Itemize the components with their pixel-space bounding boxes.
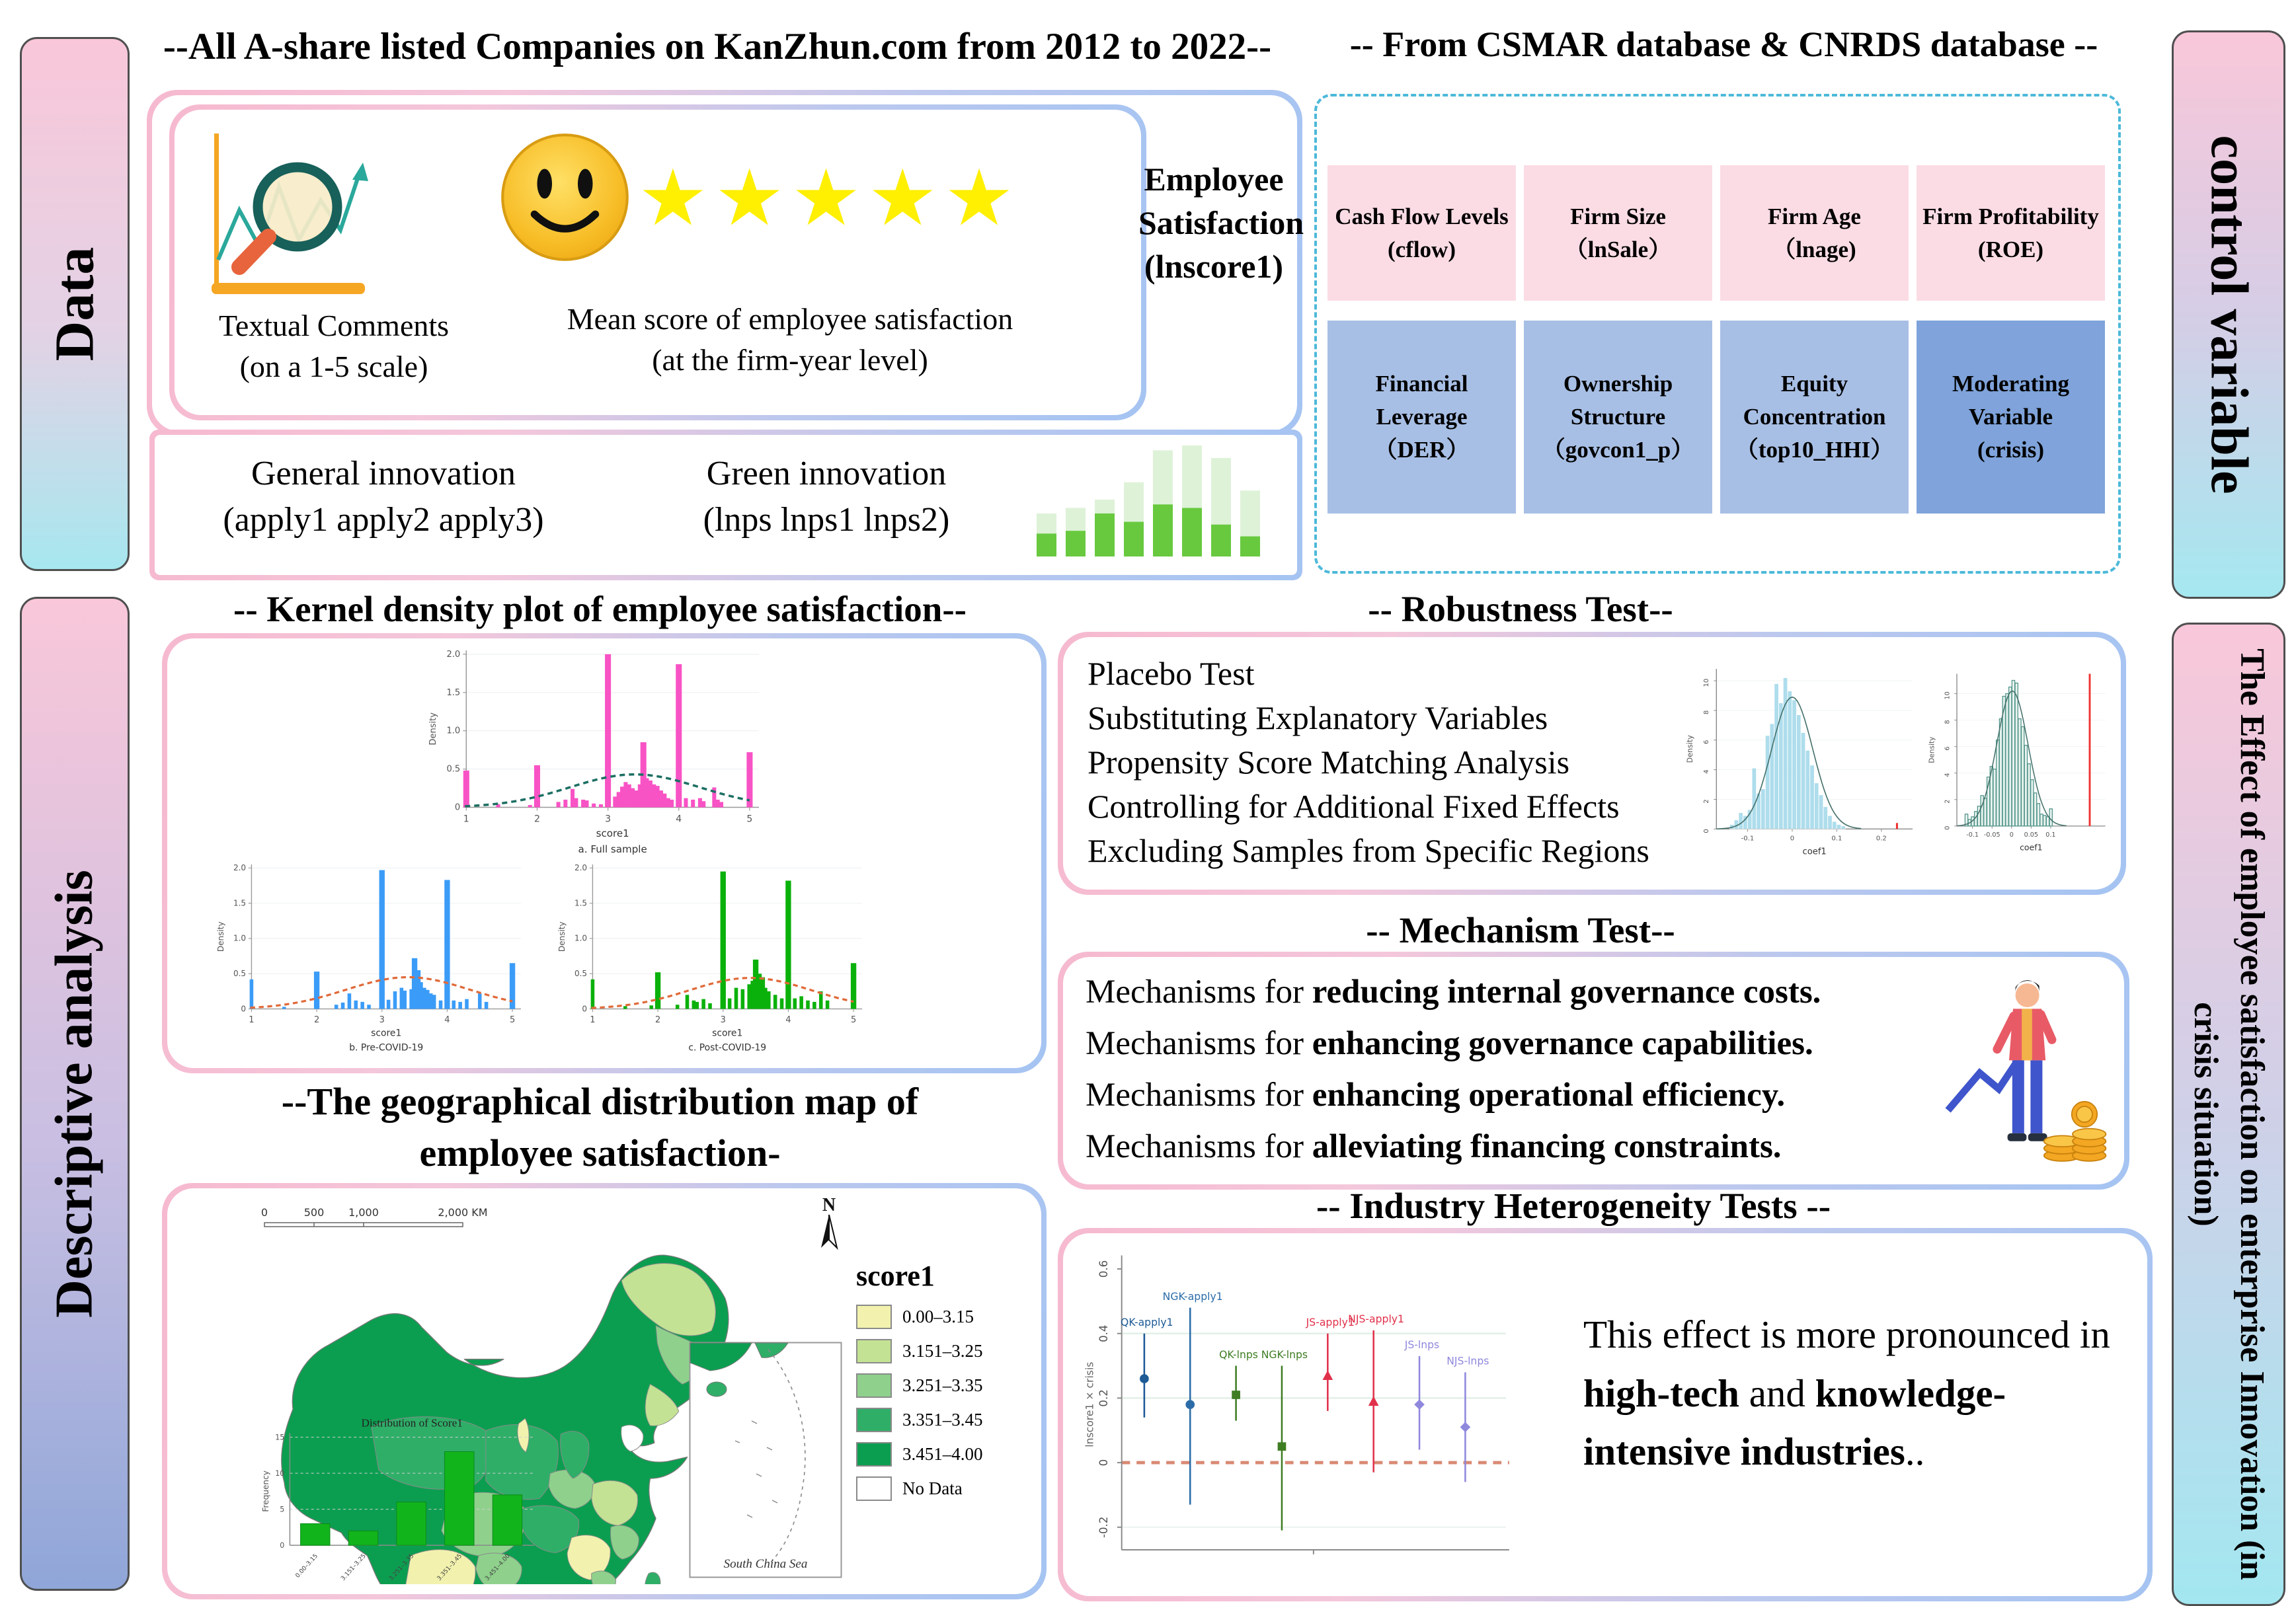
svg-text:Density: Density [1928,736,1936,763]
title-mechanism: -- Mechanism Test-- [1366,910,1675,950]
green-innovation-line1: Green innovation [706,455,947,492]
placebo-histogram-1 [1682,661,1924,876]
svg-text:1.5: 1.5 [574,898,588,908]
legend-row: 0.00–3.15 [856,1305,1025,1329]
banner-descriptive-analysis [20,597,130,1591]
smiley-face-icon [497,130,633,265]
svg-text:10: 10 [1703,678,1711,687]
banner-control-variable [2172,30,2285,599]
mean-score-caption [456,299,1124,381]
svg-text:6: 6 [1944,746,1952,751]
general-innovation-line2: (apply1 apply2 apply3) [223,501,544,539]
mechanism-item: Mechanisms for reducing internal governance costs. [1086,974,1821,1011]
svg-text:0: 0 [1703,829,1711,833]
textual-comments-line2: (on a 1-5 scale) [239,350,428,384]
robustness-item: Substituting Explanatory Variables [1088,699,1548,736]
legend-row: 3.351–3.45 [856,1408,1025,1432]
svg-text:2: 2 [534,814,540,825]
mechanism-list [1086,973,1932,1179]
green-innovation-line2: (lnps lnps1 lnps2) [703,501,950,539]
legend-row: 3.151–3.25 [856,1339,1025,1363]
score-distribution-chart [259,1414,546,1583]
svg-text:Density: Density [1685,735,1694,763]
svg-text:4: 4 [676,814,682,825]
svg-text:1.5: 1.5 [446,687,461,698]
kde-chart-pre-covid [180,856,563,1055]
svg-text:coef1: coef1 [1802,847,1827,857]
svg-text:8: 8 [1944,720,1952,724]
title-map [159,1076,1041,1180]
employee-label-line2: Satisfaction [1138,204,1304,241]
svg-text:4: 4 [1703,769,1711,774]
svg-text:5: 5 [509,1014,516,1025]
svg-text:a. Full sample: a. Full sample [578,843,647,855]
kde-chart-full-sample [380,641,813,858]
table-cell-crisis: Moderating Variable (crisis) [1917,321,2105,514]
svg-text:4: 4 [444,1014,450,1025]
svg-text:10: 10 [275,1469,285,1478]
title-database: -- From CSMAR database & CNRDS database -- [1349,24,2098,64]
title-robustness: -- Robustness Test-- [1368,589,1673,629]
legend-swatch [856,1408,892,1432]
mean-score-line1: Mean score of employee satisfaction [567,302,1013,336]
table-cell-cflow: Cash Flow Levels (cflow) [1327,165,1516,301]
svg-text:1: 1 [590,1014,596,1025]
legend-swatch [856,1305,892,1329]
svg-text:-0.1: -0.1 [1966,831,1979,839]
legend-title: score1 [856,1260,935,1292]
title-data-source: --All A-share listed Companies on KanZhun.com from 2012 to 2022-- [163,26,1272,67]
svg-text:QK-apply1: QK-apply1 [1121,1315,1173,1328]
legend-swatch [856,1373,892,1398]
industry-finding-text: This effect is more pronounced in high-tech and knowledge-intensive industries.. [1583,1313,2110,1473]
banner-effect [2172,623,2285,1606]
svg-text:-0.1: -0.1 [1741,835,1755,843]
svg-text:5: 5 [280,1505,285,1514]
table-cell-lnage: Firm Age （lnage) [1720,165,1909,301]
svg-text:3.251–3.35: 3.251–3.35 [387,1552,416,1583]
title-kernel-density: -- Kernel density plot of employee satisfaction-- [233,589,967,629]
banner-control-label: control variable [2199,135,2258,494]
employee-label-line1: Employee [1144,161,1284,198]
svg-text:Distribution of Score1: Distribution of Score1 [361,1416,463,1430]
svg-text:score1: score1 [371,1028,402,1039]
employee-satisfaction-label [1138,157,1304,288]
svg-text:0: 0 [1790,835,1795,843]
control-variables-table [1327,165,2105,514]
svg-text:0.00–3.15: 0.00–3.15 [294,1552,320,1580]
svg-text:0.2: 0.2 [1097,1389,1111,1407]
svg-text:0.5: 0.5 [446,764,461,775]
svg-text:0.05: 0.05 [2024,831,2038,839]
svg-text:NJS-lnps: NJS-lnps [1446,1354,1489,1367]
svg-text:score1: score1 [712,1028,743,1039]
svg-text:2: 2 [313,1014,320,1025]
svg-text:2.0: 2.0 [233,863,247,873]
svg-text:NGK-apply1: NGK-apply1 [1162,1289,1223,1303]
svg-text:3.351–3.45: 3.351–3.45 [436,1552,464,1583]
north-label: N [822,1195,836,1215]
legend-row: 3.251–3.35 [856,1373,1025,1398]
green-bars-icon [1033,439,1279,560]
green-innovation-label [635,451,1018,543]
svg-text:0: 0 [1944,825,1952,830]
map-legend [856,1259,1025,1511]
mechanism-item: Mechanisms for enhancing governance capabilities. [1086,1025,1813,1062]
svg-text:0: 0 [280,1541,285,1550]
svg-text:0: 0 [2009,831,2014,839]
legend-swatch [856,1476,892,1501]
svg-text:1.0: 1.0 [233,933,247,943]
banner-descriptive-label: Descriptive analysis [45,870,104,1318]
svg-text:Density: Density [216,921,225,952]
svg-text:4: 4 [1944,773,1952,777]
table-cell-der: Financial Leverage （DER） [1327,321,1516,514]
svg-text:0: 0 [1097,1459,1111,1467]
legend-row: No Data [856,1476,1025,1501]
banner-effect-label: The Effect of employee satisfaction on enterprise Innovation (in crisis situation) [2187,648,2272,1580]
svg-text:8: 8 [1703,710,1711,715]
svg-text:2: 2 [1944,799,1952,804]
kde-chart-post-covid [521,856,904,1055]
svg-text:NJS-apply1: NJS-apply1 [1348,1313,1404,1326]
svg-text:score1: score1 [596,827,629,839]
svg-text:0.5: 0.5 [574,968,588,978]
svg-text:JS-apply1: JS-apply1 [1306,1315,1355,1328]
svg-text:15: 15 [275,1433,285,1442]
svg-text:JS-lnps: JS-lnps [1404,1338,1440,1352]
robustness-item: Controlling for Additional Fixed Effects [1088,788,1620,825]
svg-text:5: 5 [850,1014,857,1025]
svg-text:1.0: 1.0 [446,726,461,736]
svg-text:Density: Density [428,712,439,746]
svg-text:0.5: 0.5 [233,968,247,978]
svg-text:3.451–4.00: 3.451–4.00 [484,1552,512,1583]
title-industry: -- Industry Heterogeneity Tests -- [1316,1186,1831,1226]
svg-text:coef1: coef1 [2020,842,2043,853]
banner-data [20,37,130,571]
svg-text:10: 10 [1944,691,1952,700]
svg-text:1.5: 1.5 [233,898,247,908]
industry-coefficient-plot [1074,1241,1544,1577]
scale-label-500: 500 [303,1206,325,1219]
svg-text:4: 4 [785,1014,791,1025]
svg-text:0.4: 0.4 [1097,1324,1111,1342]
title-map-line1: --The geographical distribution map of [281,1080,919,1123]
svg-text:2.0: 2.0 [446,649,461,660]
scale-label-1000: 1,000 [348,1206,379,1219]
mechanism-item: Mechanisms for enhancing operational efficiency. [1086,1077,1786,1114]
svg-text:0.1: 0.1 [1831,835,1842,843]
scale-label-0: 0 [260,1206,268,1219]
banner-data-label: Data [44,247,106,362]
svg-text:3: 3 [720,1014,726,1025]
svg-text:0.2: 0.2 [1876,835,1887,843]
textual-comments-line1: Textual Comments [218,309,450,342]
mechanism-item: Mechanisms for alleviating financing constraints. [1086,1128,1782,1165]
legend-swatch [856,1442,892,1467]
svg-text:6: 6 [1703,740,1711,745]
inset-label: South China Sea [723,1557,808,1571]
svg-text:0: 0 [454,802,461,813]
robustness-item: Excluding Samples from Specific Regions [1088,832,1649,869]
svg-text:5: 5 [746,814,753,825]
general-innovation-label [192,451,575,543]
svg-text:3: 3 [379,1014,385,1025]
table-cell-govcon: Ownership Structure （govcon1_p） [1524,321,1712,514]
svg-text:2: 2 [1703,799,1711,804]
svg-text:QK-lnps: QK-lnps [1219,1348,1258,1361]
svg-text:-0.05: -0.05 [1983,831,2000,839]
svg-text:1: 1 [463,814,469,825]
svg-text:2.0: 2.0 [574,863,588,873]
legend-swatch [856,1339,892,1363]
svg-text:0: 0 [241,1004,247,1014]
person-growth-icon [1934,964,2108,1162]
svg-text:0: 0 [582,1004,588,1014]
svg-text:0.6: 0.6 [1097,1260,1111,1278]
mean-score-line2: (at the firm-year level) [652,343,928,377]
svg-text:b. Pre-COVID-19: b. Pre-COVID-19 [349,1042,424,1053]
svg-text:lnscore1 × crisis: lnscore1 × crisis [1083,1361,1096,1447]
svg-text:3.151–3.25: 3.151–3.25 [340,1552,368,1583]
svg-text:Density: Density [557,921,567,952]
svg-text:0.1: 0.1 [2045,831,2056,839]
employee-label-line3: (lnscore1) [1144,248,1284,285]
south-china-sea-inset [689,1342,842,1578]
textual-comments-caption [175,305,493,387]
svg-text:-0.2: -0.2 [1097,1516,1111,1538]
svg-text:Frequency: Frequency [261,1471,271,1512]
title-map-line2: employee satisfaction- [419,1131,781,1175]
legend-row: 3.451–4.00 [856,1442,1025,1467]
svg-text:NGK-lnps: NGK-lnps [1261,1348,1308,1361]
robustness-item: Placebo Test [1088,655,1255,692]
table-cell-roe: Firm Profitability (ROE) [1917,165,2105,301]
svg-text:1: 1 [249,1014,255,1025]
table-cell-top10hhi: Equity Concentration （top10_HHI） [1720,321,1909,514]
svg-text:2: 2 [654,1014,661,1025]
svg-text:3: 3 [605,814,612,825]
svg-text:c. Post-COVID-19: c. Post-COVID-19 [688,1042,767,1053]
chart-magnifier-icon [198,124,397,304]
table-cell-lnsale: Firm Size （lnSale） [1524,165,1712,301]
placebo-histogram-2 [1925,661,2116,876]
svg-text:1.0: 1.0 [574,933,588,943]
scale-label-2000: 2,000 KM [438,1206,488,1219]
robustness-item: Propensity Score Matching Analysis [1088,744,1570,781]
five-stars-icon: ★★★★★ [638,152,1021,243]
general-innovation-line1: General innovation [251,455,516,492]
